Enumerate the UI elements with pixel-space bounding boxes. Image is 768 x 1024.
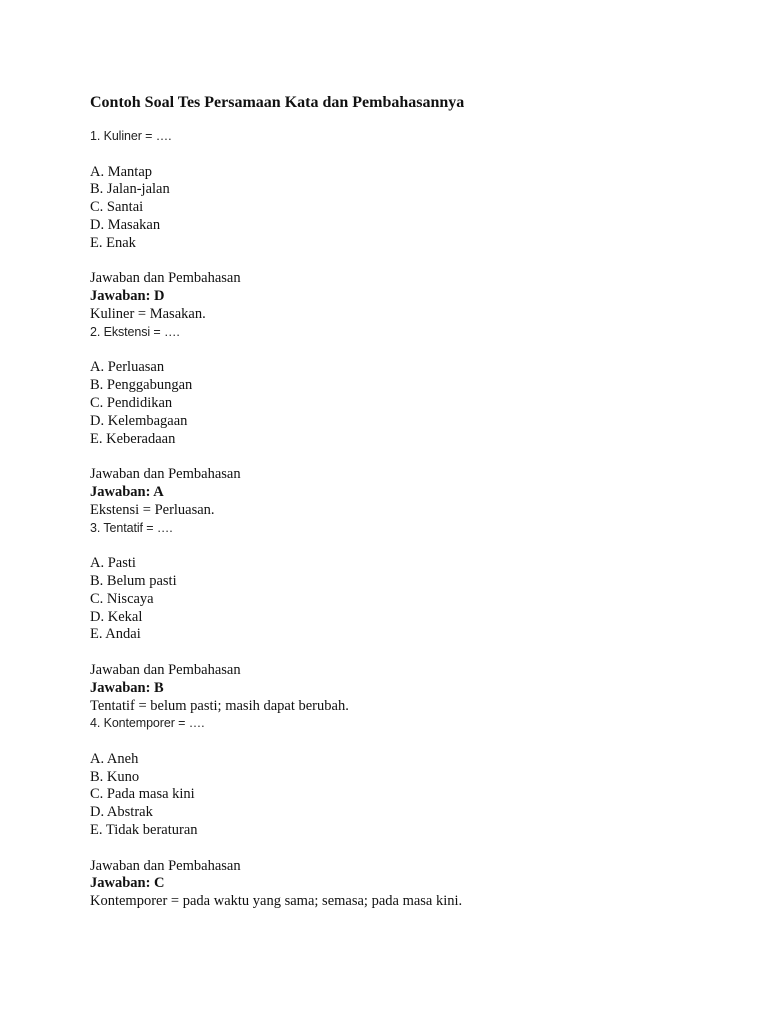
question-block-1 — [90, 128, 730, 324]
option-e: E. Tidak beraturan — [90, 822, 198, 839]
option-d: D. Abstrak — [90, 804, 153, 821]
option-b: B. Jalan-jalan — [90, 181, 170, 198]
answer-key: Jawaban: B — [90, 679, 164, 696]
option-c: C. Pendidikan — [90, 394, 173, 411]
question-prompt: 4. Kontemporer = …. — [90, 716, 205, 731]
question-prompt: 2. Ekstensi = …. — [90, 324, 180, 339]
option-c: C. Pada masa kini — [90, 786, 195, 803]
option-e: E. Keberadaan — [90, 430, 176, 447]
question-block-2 — [90, 324, 730, 520]
question-block-4 — [90, 715, 730, 911]
answer-key: Jawaban: D — [90, 288, 165, 305]
option-a: A. Aneh — [90, 750, 139, 767]
answer-heading: Jawaban dan Pembahasan — [90, 270, 241, 287]
option-e: E. Enak — [90, 234, 136, 251]
option-b: B. Penggabungan — [90, 377, 193, 394]
option-c: C. Niscaya — [90, 590, 154, 607]
option-e: E. Andai — [90, 626, 141, 643]
spacer — [90, 342, 730, 360]
question-prompt: 3. Tentatif = …. — [90, 520, 173, 535]
answer-key: Jawaban: A — [90, 483, 164, 500]
option-a: A. Pasti — [90, 555, 136, 572]
spacer — [90, 253, 730, 271]
option-b: B. Kuno — [90, 768, 140, 785]
option-d: D. Kekal — [90, 608, 143, 625]
spacer — [90, 840, 730, 858]
answer-key: Jawaban: C — [90, 875, 165, 892]
answer-explanation: Kontemporer = pada waktu yang sama; semasa; pada masa kini. — [90, 893, 463, 910]
question-prompt: 1. Kuliner = …. — [90, 129, 172, 143]
answer-explanation: Kuliner = Masakan. — [90, 305, 206, 322]
option-c: C. Santai — [90, 199, 144, 216]
spacer — [90, 733, 730, 751]
option-d: D. Masakan — [90, 216, 161, 233]
answer-heading: Jawaban dan Pembahasan — [90, 857, 241, 874]
option-b: B. Belum pasti — [90, 572, 177, 589]
spacer — [90, 644, 730, 662]
option-a: A. Perluasan — [90, 359, 165, 376]
page-title: Contoh Soal Tes Persamaan Kata dan Pembahasannya — [90, 94, 465, 111]
answer-explanation: Tentatif = belum pasti; masih dapat berubah. — [90, 697, 349, 714]
spacer — [90, 448, 730, 466]
answer-heading: Jawaban dan Pembahasan — [90, 661, 241, 678]
question-block-3 — [90, 520, 730, 716]
option-d: D. Kelembagaan — [90, 412, 188, 429]
document-page — [90, 92, 730, 911]
option-a: A. Mantap — [90, 163, 153, 180]
spacer — [90, 146, 730, 164]
answer-explanation: Ekstensi = Perluasan. — [90, 501, 215, 518]
spacer — [90, 537, 730, 555]
answer-heading: Jawaban dan Pembahasan — [90, 466, 241, 483]
